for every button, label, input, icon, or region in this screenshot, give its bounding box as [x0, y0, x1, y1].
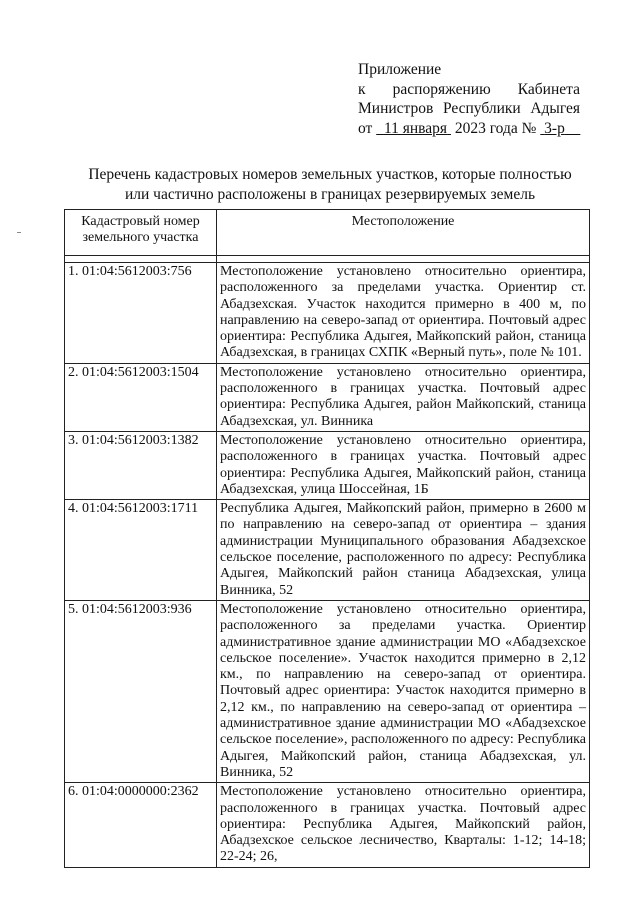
table-header-row — [65, 210, 590, 256]
title-line-2: или частично расположены в границах резервируемых земель — [124, 186, 536, 203]
cadastral-number-cell: 5. 01:04:5612003:936 — [65, 600, 217, 782]
appendix-line-1: Приложение — [358, 61, 442, 78]
appendix-from: от — [358, 119, 373, 137]
appendix-word: к — [358, 80, 366, 98]
appendix-date — [376, 120, 451, 137]
table-row — [65, 783, 590, 867]
spacer-cell — [65, 256, 217, 263]
margin-mark — [17, 232, 21, 233]
location-cell: Местоположение установлено относительно ориентира, расположенного в границах участка. Почтовый адрес ориентира: Республика Адыгея, Майкопский район, Абадзехское сельское лесничество, Кварталы: 1-12; 14-18; 22-24; 26, — [217, 783, 590, 867]
cadastral-number-cell: 3. 01:04:5612003:1382 — [65, 431, 217, 499]
table-row — [65, 431, 590, 499]
table-row — [65, 363, 590, 431]
document-title — [60, 165, 600, 205]
cadastral-number-cell: 4. 01:04:5612003:1711 — [65, 500, 217, 601]
location-cell: Местоположение установлено относительно ориентира, расположенного в границах участка. Почтовый адрес ориентира: Республика Адыгея, Майкопский район, станица Абадзехская, улица Шоссейная, 1Б — [217, 431, 590, 499]
header-cadastral-number: Кадастровый номер земельного участка — [65, 210, 217, 256]
location-cell: Республика Адыгея, Майкопский район, примерно в 2600 м по направлению на северо-запад от ориентира – здания администрации Муниципального образования Абадзехское сельское поселение, расположенного по адресу: Республика Адыгея, Майкопский район станица Абадзехская, улица Винника, 52 — [217, 500, 590, 601]
table-row — [65, 263, 590, 364]
location-cell: Местоположение установлено относительно ориентира, расположенного за пределами участка. Ориентир ст. Абадзехская. Участок находится примерно в 400 м, по направлению на северо-запад от ориентира. Почтовый адрес ориентира: Республика Адыгея, Майкопский район, станица Абадзехская, в границах СХПК «Верный путь», поле № 101. — [217, 263, 590, 364]
appendix-year-suffix: года № — [489, 119, 537, 137]
spacer-cell — [217, 256, 590, 263]
appendix-word: Кабинета — [517, 80, 580, 98]
table-row — [65, 500, 590, 601]
appendix-word: Республики — [442, 100, 521, 117]
location-cell: Местоположение установлено относительно ориентира, расположенного в границах участка. Почтовый адрес ориентира: Республика Адыгея, район Майкопский, станица Абадзехская, ул. Винника — [217, 363, 590, 431]
appendix-date-text: 11 января — [383, 119, 448, 137]
appendix-line-3 — [358, 99, 580, 119]
appendix-block — [358, 60, 580, 138]
cadastral-number-cell: 2. 01:04:5612003:1504 — [65, 363, 217, 431]
appendix-word: Министров — [358, 100, 434, 117]
appendix-year: 2023 — [454, 119, 486, 137]
appendix-word: Адыгея — [530, 100, 580, 117]
title-line-1: Перечень кадастровых номеров земельных участков, которые полностью — [88, 166, 572, 183]
appendix-number — [540, 120, 580, 137]
parcels-table — [64, 209, 590, 868]
appendix-line-2 — [358, 80, 580, 100]
table-row — [65, 600, 590, 782]
appendix-line-4 — [358, 119, 580, 139]
location-cell: Местоположение установлено относительно ориентира, расположенного за пределами участка. Ориентир административное здание администрации МО «Абадзехское сельское поселение». Участок находится примерно в 2,12 км., по направлению на северо-запад от ориентира. Почтовый адрес ориентира: Участок находится примерно в 2,12 км., по направлению на северо-запад от ориентира – административное здание администрации МО «Абадзехское сельское поселение», расположенного по адресу: Республика Адыгея, Майкопский район, станица Абадзехская, ул. Винника, 52 — [217, 600, 590, 782]
table-spacer-row — [65, 256, 590, 263]
appendix-number-text: 3-р — [544, 119, 565, 137]
cadastral-number-cell: 6. 01:04:0000000:2362 — [65, 783, 217, 867]
cadastral-number-cell: 1. 01:04:5612003:756 — [65, 263, 217, 364]
appendix-word: распоряжению — [392, 80, 491, 98]
header-location: Местоположение — [217, 210, 590, 256]
